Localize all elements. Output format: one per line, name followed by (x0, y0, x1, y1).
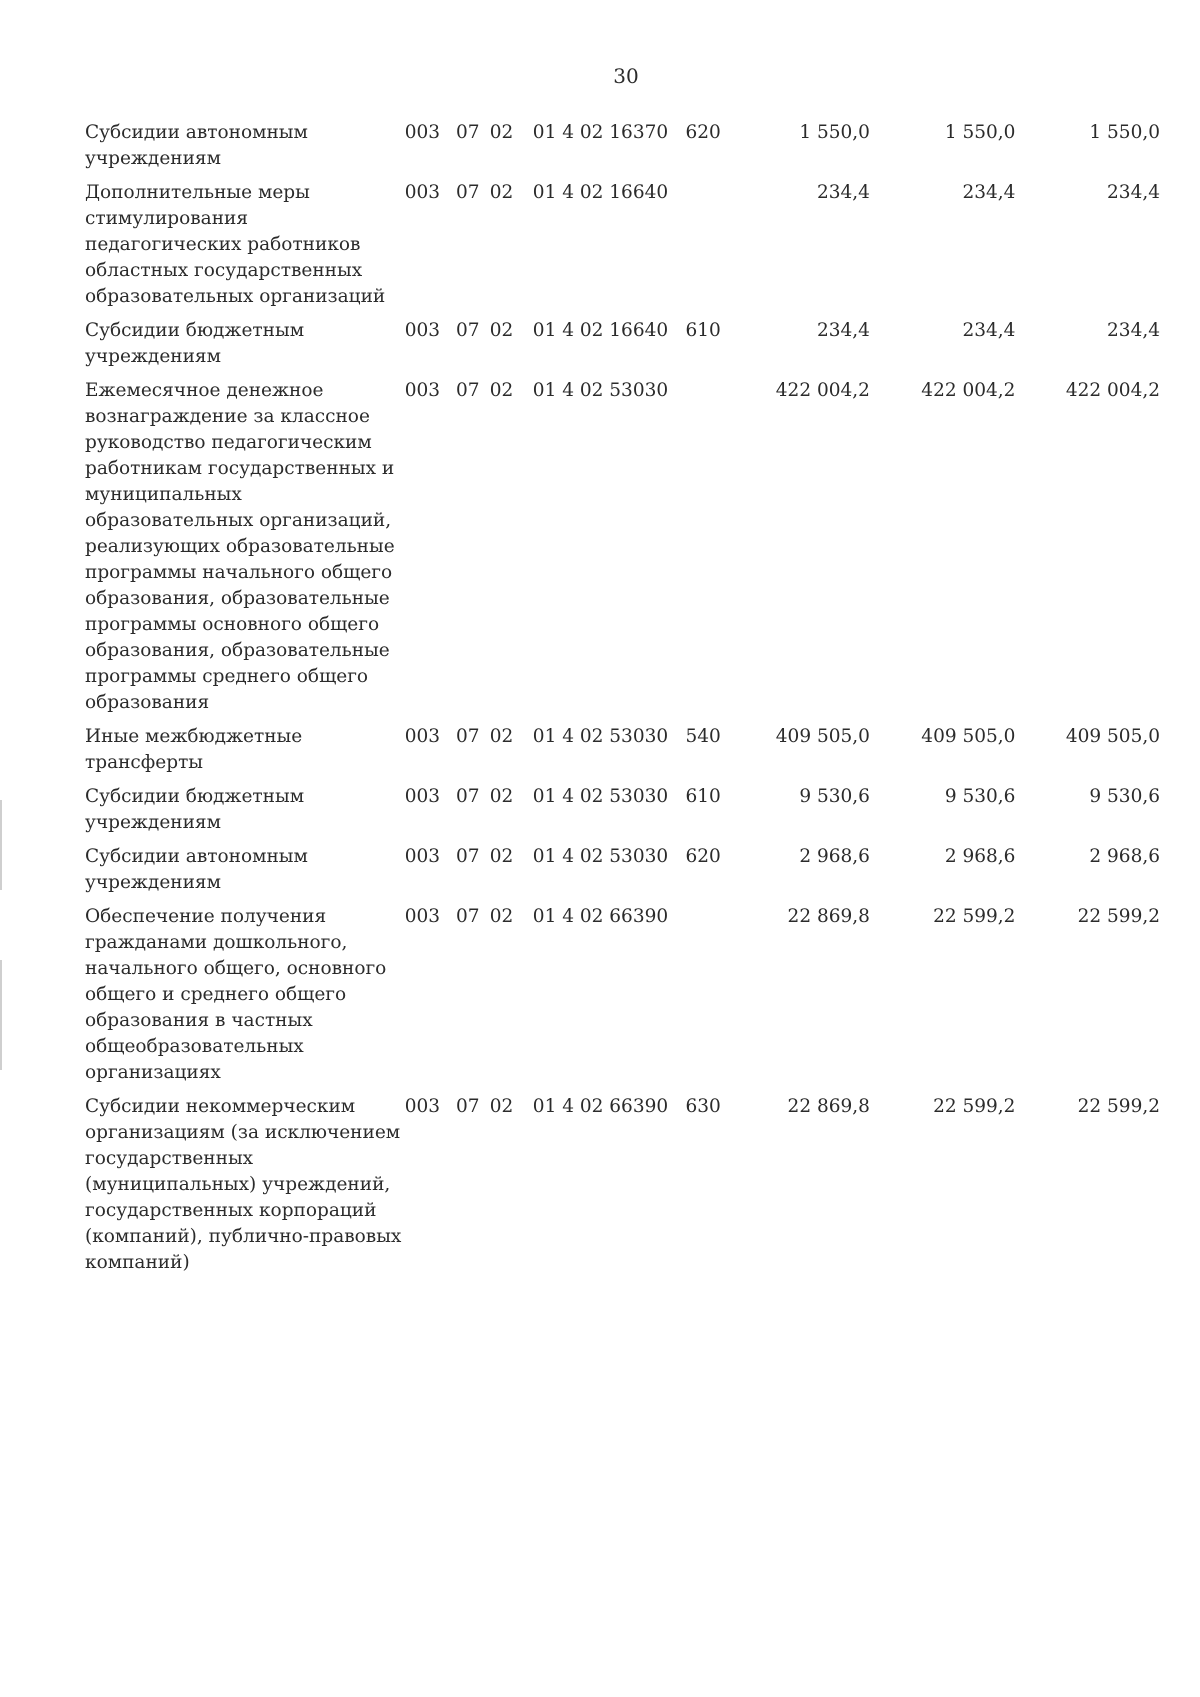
amount-year-2: 234,4 (962, 320, 1016, 341)
subsection-code: 02 (489, 786, 514, 807)
expense-name: Обеспечение получения гражданами дошкольного, начального общего, основного общего и среднего общего образования в частных общеобразовательных организациях (85, 906, 387, 1083)
section-code: 07 (455, 380, 480, 401)
amount-year-3: 409 505,0 (1065, 726, 1160, 747)
subsection-code: 02 (489, 726, 514, 747)
subsection-code: 02 (489, 320, 514, 341)
section-code: 07 (455, 182, 480, 203)
amount-year-3: 22 599,2 (1077, 1096, 1160, 1117)
grbs-code: 003 (404, 786, 441, 807)
target-article-code: 01 4 02 16640 (532, 320, 669, 341)
amount-year-1: 9 530,6 (799, 786, 870, 807)
amount-year-2: 2 968,6 (944, 846, 1016, 867)
amount-year-3: 234,4 (1107, 182, 1160, 203)
section-code: 07 (455, 726, 480, 747)
amount-year-3: 422 004,2 (1065, 380, 1160, 401)
grbs-code: 003 (404, 320, 441, 341)
section-code: 07 (455, 1096, 480, 1117)
amount-year-2: 22 599,2 (933, 1096, 1016, 1117)
table-row (85, 1094, 1160, 1284)
amount-year-1: 234,4 (816, 320, 870, 341)
expense-type-code: 540 (685, 726, 721, 747)
subsection-code: 02 (489, 182, 514, 203)
grbs-code: 003 (404, 1096, 441, 1117)
expense-name: Субсидии бюджетным учреждениям (85, 320, 305, 367)
grbs-code: 003 (404, 726, 441, 747)
amount-year-3: 22 599,2 (1077, 906, 1160, 927)
grbs-code: 003 (404, 380, 441, 401)
section-code: 07 (455, 320, 480, 341)
subsection-code: 02 (489, 380, 514, 401)
expense-type-code (685, 180, 736, 318)
subsection-code: 02 (489, 122, 514, 143)
amount-year-3: 234,4 (1107, 320, 1160, 341)
expense-type-code: 620 (685, 846, 721, 867)
subsection-code: 02 (489, 906, 514, 927)
scan-edge-mark (0, 960, 2, 1070)
amount-year-1: 409 505,0 (775, 726, 870, 747)
scan-edge-mark (0, 800, 2, 890)
target-article-code: 01 4 02 53030 (532, 380, 669, 401)
amount-year-2: 409 505,0 (921, 726, 1016, 747)
expense-type-code: 630 (685, 1096, 721, 1117)
table-row (85, 120, 1160, 180)
target-article-code: 01 4 02 53030 (532, 846, 669, 867)
target-article-code: 01 4 02 66390 (532, 906, 669, 927)
target-article-code: 01 4 02 16640 (532, 182, 669, 203)
section-code: 07 (455, 786, 480, 807)
table-row (85, 378, 1160, 724)
amount-year-2: 234,4 (962, 182, 1016, 203)
page-number: 30 (613, 64, 639, 88)
target-article-code: 01 4 02 53030 (532, 786, 669, 807)
target-article-code: 01 4 02 53030 (532, 726, 669, 747)
expense-type-code: 620 (685, 122, 721, 143)
table-row (85, 784, 1160, 844)
subsection-code: 02 (489, 846, 514, 867)
grbs-code: 003 (404, 906, 441, 927)
budget-table-body (85, 120, 1160, 1284)
amount-year-2: 22 599,2 (933, 906, 1016, 927)
amount-year-3: 2 968,6 (1089, 846, 1160, 867)
expense-name: Субсидии автономным учреждениям (85, 846, 308, 893)
table-row (85, 904, 1160, 1094)
expense-name: Дополнительные меры стимулирования педагогических работников областных государственных образовательных организаций (85, 182, 386, 307)
amount-year-2: 422 004,2 (921, 380, 1016, 401)
amount-year-1: 234,4 (816, 182, 870, 203)
expense-name: Субсидии некоммерческим организациям (за исключением государственных (муниципальных) учреждений, государственных корпораций (компаний), публично-правовых компаний) (85, 1096, 402, 1273)
budget-table (85, 120, 1160, 1284)
amount-year-1: 2 968,6 (799, 846, 870, 867)
expense-name: Субсидии бюджетным учреждениям (85, 786, 305, 833)
expense-type-code (685, 904, 736, 1094)
amount-year-1: 22 869,8 (787, 906, 870, 927)
section-code: 07 (455, 122, 480, 143)
section-code: 07 (455, 906, 480, 927)
subsection-code: 02 (489, 1096, 514, 1117)
table-row (85, 180, 1160, 318)
expense-name: Иные межбюджетные трансферты (85, 726, 303, 773)
target-article-code: 01 4 02 66390 (532, 1096, 669, 1117)
table-row (85, 724, 1160, 784)
section-code: 07 (455, 846, 480, 867)
grbs-code: 003 (404, 122, 441, 143)
amount-year-2: 1 550,0 (944, 122, 1016, 143)
expense-name: Субсидии автономным учреждениям (85, 122, 308, 169)
expense-type-code: 610 (685, 320, 721, 341)
expense-type-code (685, 378, 736, 724)
table-row (85, 318, 1160, 378)
amount-year-1: 422 004,2 (775, 380, 870, 401)
expense-name: Ежемесячное денежное вознаграждение за классное руководство педагогическим работникам государственных и муниципальных образовательных организаций, реализующих образовательные программы начального общего образования, образовательные программы основного общего образования, образовательные программы среднего общего образования (85, 380, 395, 713)
grbs-code: 003 (404, 182, 441, 203)
amount-year-3: 1 550,0 (1089, 122, 1160, 143)
expense-type-code: 610 (685, 786, 721, 807)
target-article-code: 01 4 02 16370 (532, 122, 669, 143)
amount-year-1: 1 550,0 (799, 122, 870, 143)
amount-year-1: 22 869,8 (787, 1096, 870, 1117)
amount-year-2: 9 530,6 (944, 786, 1016, 807)
table-row (85, 844, 1160, 904)
amount-year-3: 9 530,6 (1089, 786, 1160, 807)
grbs-code: 003 (404, 846, 441, 867)
